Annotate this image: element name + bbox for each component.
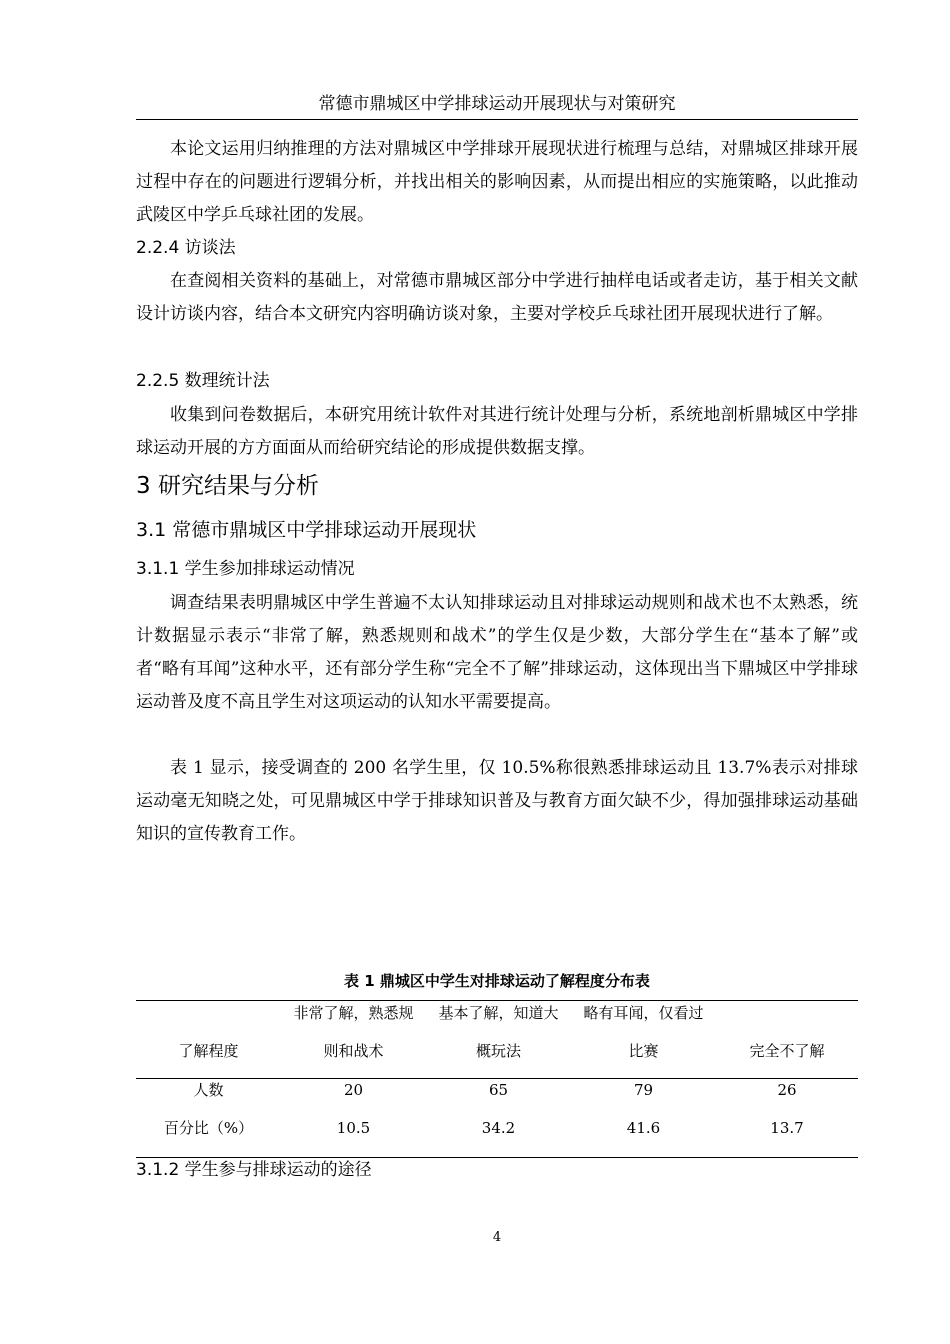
header-divider xyxy=(136,119,858,120)
table-header-col-3-line-2: 比赛 xyxy=(628,1042,659,1060)
table-row-percent-label: 百分比（%） xyxy=(163,1119,254,1137)
paragraph-table-summary: 表 1 显示，接受调查的 200 名学生里，仅 10.5%称很熟悉排球运动且 13.7%表示对排球运动毫无知晓之处，可见鼎城区中学于排球知识普及与教育方面欠缺不少，得加强排球运动基础知识的宣传教育工作。 xyxy=(136,758,858,844)
table-cell-percent-3: 41.6 xyxy=(626,1119,661,1137)
page-header-title: 常德市鼎城区中学排球运动开展现状与对策研究 xyxy=(318,94,676,114)
table-header-row-label: 了解程度 xyxy=(178,1042,239,1060)
paragraph-interview-method: 在查阅相关资料的基础上，对常德市鼎城区部分中学进行抽样电话或者走访，基于相关文献设计访谈内容，结合本文研究内容明确访谈对象，主要对学校乒乓球社团开展现状进行了解。 xyxy=(136,271,858,324)
heading-2-2-5: 2.2.5 数理统计法 xyxy=(136,371,270,391)
table-cell-percent-4: 13.7 xyxy=(770,1119,804,1137)
heading-3-1-1: 3.1.1 学生参加排球运动情况 xyxy=(136,559,355,579)
page-number: 4 xyxy=(492,1230,502,1245)
paragraph-statistics-method: 收集到问卷数据后，本研究用统计软件对其进行统计处理与分析，系统地剖析鼎城区中学排球运动开展的方方面面从而给研究结论的形成提供数据支撑。 xyxy=(136,405,858,458)
table-header-col-3-line-1: 略有耳闻，仅看过 xyxy=(583,1004,704,1022)
table-cell-percent-2: 34.2 xyxy=(481,1119,516,1137)
table-cell-count-2: 65 xyxy=(488,1081,509,1099)
table-header-col-1-line-1: 非常了解，熟悉规 xyxy=(293,1004,414,1022)
table-header-col-2-line-2: 概玩法 xyxy=(475,1042,521,1060)
paragraph-survey-results: 调查结果表明鼎城区中学生普遍不太认知排球运动且对排球运动规则和战术也不太熟悉，统计数据显示表示“非常了解，熟悉规则和战术”的学生仅是少数，大部分学生在“基本了解”或者“略有耳闻”这种水平，还有部分学生称“完全不了解”排球运动，这体现出当下鼎城区中学排球运动普及度不高且学生对这项运动的认知水平需要提高。 xyxy=(136,593,858,712)
table-cell-percent-1: 10.5 xyxy=(336,1119,371,1137)
table-row-count-label: 人数 xyxy=(193,1081,224,1099)
heading-3: 3 研究结果与分析 xyxy=(136,473,319,499)
heading-3-1: 3.1 常德市鼎城区中学排球运动开展现状 xyxy=(136,519,477,541)
table-header-col-4: 完全不了解 xyxy=(749,1042,825,1060)
table-cell-count-4: 26 xyxy=(777,1081,797,1099)
heading-2-2-4: 2.2.4 访谈法 xyxy=(136,238,236,258)
table-top-rule xyxy=(136,1000,858,1001)
table-cell-count-3: 79 xyxy=(633,1081,654,1099)
table-header-col-1-line-2: 则和战术 xyxy=(323,1042,384,1060)
table-caption: 表 1 鼎城区中学生对排球运动了解程度分布表 xyxy=(344,972,650,990)
heading-3-1-2: 3.1.2 学生参与排球运动的途径 xyxy=(136,1160,372,1180)
paragraph-method-summary: 本论文运用归纳推理的方法对鼎城区中学排球开展现状进行梳理与总结，对鼎城区排球开展过程中存在的问题进行逻辑分析，并找出相关的影响因素，从而提出相应的实施策略，以此推动武陵区中学乒乓球社团的发展。 xyxy=(136,139,858,225)
table-cell-count-1: 20 xyxy=(343,1081,364,1099)
table-header-col-2-line-1: 基本了解，知道大 xyxy=(438,1004,559,1022)
